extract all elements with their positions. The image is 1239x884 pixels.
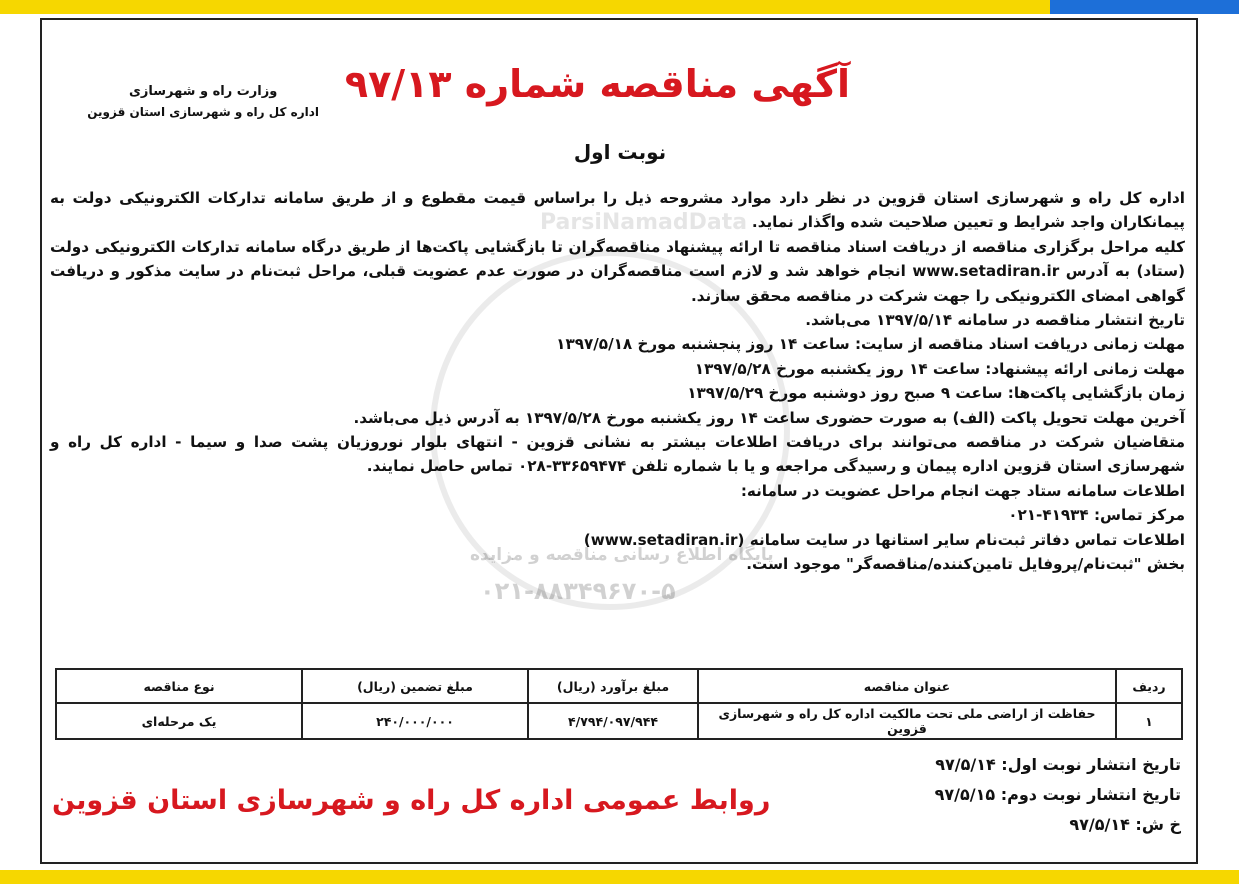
public-relations-signature: روابط عمومی اداره کل راه و شهرسازی استان قزوین: [52, 785, 771, 816]
watermark-caption: پایگاه اطلاع رسانی مناقصه و مزایده: [470, 545, 774, 565]
header-estimate: مبلغ برآورد (ریال): [528, 669, 698, 703]
tender-table: [55, 668, 1183, 740]
intro-paragraph: اداره کل راه و شهرسازی استان قزوین در نظر دارد موارد مشروحه ذیل را براساس قیمت مقطوع و از طریق سامانه تدارکات الکترونیکی دولت به پیمانکاران واجد شرایط و تعیین صلاحیت شده واگذار نماید.: [50, 189, 1185, 232]
header-tender-title: عنوان مناقصه: [698, 669, 1116, 703]
bottom-color-band: [0, 870, 1239, 884]
setad-info-line: اطلاعات سامانه ستاد جهت انجام مراحل عضویت در سامانه:: [740, 481, 1185, 500]
watermark-phone: ۰۲۱-۸۸۳۴۹۶۷۰-۵: [480, 577, 676, 605]
setad-website-2: (www.setadiran.ir): [583, 530, 745, 549]
provinces-info-line: [50, 528, 1185, 552]
ministry-block: [87, 82, 319, 122]
header-tender-type: نوع مناقصه: [56, 669, 302, 703]
table-row: [56, 703, 1182, 739]
cell-tender-type: یک مرحله‌ای: [56, 703, 302, 739]
publish-date-line: تاریخ انتشار مناقصه در سامانه ۱۳۹۷/۵/۱۴ می‌باشد.: [805, 311, 1185, 330]
table-header-row: [56, 669, 1182, 703]
opening-time-line: زمان بازگشایی پاکت‌ها: ساعت ۹ صبح روز دوشنبه مورخ ۱۳۹۷/۵/۲۹: [687, 384, 1185, 403]
notice-title: آگهی مناقصه شماره ۹۷/۱۳: [344, 62, 850, 106]
notice-body: [50, 186, 1185, 577]
publication-dates: [935, 750, 1181, 840]
envelope-deadline-line: آخرین مهلت تحویل پاکت (الف) به صورت حضوری ساعت ۱۴ روز یکشنبه مورخ ۱۳۹۷/۵/۲۸ به آدرس ذیل می‌باشد.: [353, 408, 1185, 427]
ministry-name: وزارت راه و شهرسازی: [128, 84, 278, 99]
top-blue-strip: [1050, 0, 1239, 14]
procedure-text-a: کلیه مراحل برگزاری مناقصه از دریافت اسناد مناقصه تا ارائه پیشنهاد مناقصه‌گران تا بازگشایی پاکت‌ها از طریق درگاه سامانه تدارکات الکترونیکی دولت (ستاد) به آدرس: [50, 237, 1186, 281]
header-guarantee: مبلغ تضمین (ریال): [302, 669, 528, 703]
document-deadline-line: مهلت زمانی دریافت اسناد مناقصه از سایت: ساعت ۱۴ روز پنجشنبه مورخ ۱۳۹۷/۵/۱۸: [556, 335, 1185, 354]
registration-section-line: بخش "ثبت‌نام/پروفایل تامین‌کننده/مناقصه‌گر" موجود است.: [746, 555, 1185, 574]
cell-guarantee: ۲۴۰/۰۰۰/۰۰۰: [302, 703, 528, 739]
notice-code: خ ش: ۹۷/۵/۱۴: [1069, 815, 1181, 834]
bottom-yellow-strip: [0, 870, 1239, 884]
provinces-info-text: اطلاعات تماس دفاتر ثبت‌نام سایر استانها در سایت سامانه: [749, 530, 1185, 549]
cell-tender-title: حفاظت از اراضی ملی تحت مالکیت اداره کل راه و شهرسازی قزوین: [698, 703, 1116, 739]
second-publication-date: تاریخ انتشار نوبت دوم: ۹۷/۵/۱۵: [934, 785, 1181, 804]
procedure-paragraph: [50, 235, 1185, 308]
call-center-line: مرکز تماس: ۴۱۹۳۴-۰۲۱: [1008, 506, 1185, 525]
notice-round: نوبت اول: [573, 140, 667, 164]
procedure-text-b: انجام خواهد شد و لازم است مناقصه‌گران در صورت عدم عضویت قبلی، مراحل ثبت‌نام در سایت مذکور و دریافت گواهی امضای الکترونیکی را جهت شرکت در مناقصه محقق سازند.: [50, 262, 1185, 305]
organization-name: اداره کل راه و شهرسازی استان قزوین: [87, 105, 319, 119]
watermark-site: ParsiNamadData: [540, 210, 748, 235]
top-yellow-strip: [0, 0, 1050, 14]
top-color-band: [0, 0, 1239, 14]
header-row-number: ردیف: [1116, 669, 1182, 703]
cell-estimate: ۴/۷۹۴/۰۹۷/۹۴۴: [528, 703, 698, 739]
first-publication-date: تاریخ انتشار نوبت اول: ۹۷/۵/۱۴: [935, 755, 1181, 774]
cell-row-number: ۱: [1116, 703, 1182, 739]
proposal-deadline-line: مهلت زمانی ارائه پیشنهاد: ساعت ۱۴ روز یکشنبه مورخ ۱۳۹۷/۵/۲۸: [694, 359, 1185, 378]
setad-website: www.setadiran.ir: [912, 262, 1060, 281]
contact-paragraph: متقاضیان شرکت در مناقصه می‌توانند برای دریافت اطلاعات بیشتر به نشانی قزوین - انتهای بلوار نوروزیان پشت صدا و سیما - اداره کل راه و شهرسازی استان قزوین اداره پیمان و رسیدگی مراجعه و یا با شماره تلفن ۳۳۶۵۹۴۷۴-۰۲۸ تماس حاصل نمایند.: [50, 433, 1185, 476]
